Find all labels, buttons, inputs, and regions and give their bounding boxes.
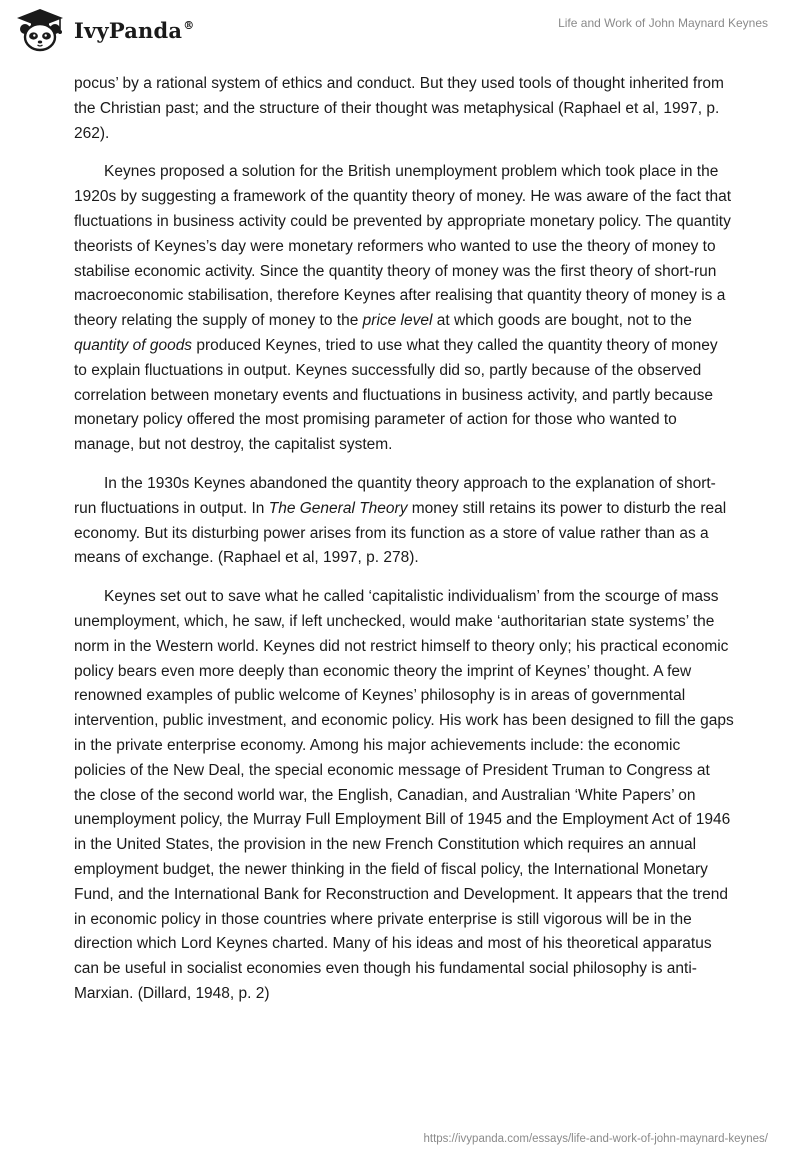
italic-term: quantity of goods [74, 336, 193, 354]
paragraph-text: produced Keynes, tried to use what they called the quantity theory of money to explain fluctuations in output. Keynes successfully did so, partly because of the observed correlation between monetary events and fluctuations in business activity, and partly because monetary policy offered the most promising parameter of action for those who wanted to manage, but not destroy, the capitalist system. [74, 336, 718, 454]
paragraph-1 [74, 72, 734, 146]
paragraph-text: Keynes proposed a solution for the British unemployment problem which took place in the 1920s by suggesting a framework of the quantity theory of money. He was aware of the fact that fluctuations in business activity could be prevented by appropriate monetary policy. The quantity theorists of Keynes’s day were monetary reformers who wanted to use the theory of money to stabilise economic activity. Since the quantity theory of money was the first theory of short-run macroeconomic stabilisation, therefore Keynes after realising that quantity theory of money is a theory relating the supply of money to the [74, 163, 732, 330]
paragraph-text: Keynes set out to save what he called ‘capitalistic individualism’ from the scourge of mass unemployment, which, he saw, if left unchecked, would make ‘authoritarian state systems’ the norm in the Western world. Keynes did not restrict himself to theory only; his practical economic policy bears even more deeply than economic theory the imprint of Keynes’ thought. A few renowned examples of public welcome of Keynes’ philosophy is in areas of governmental intervention, public investment, and economic policy. His work has been designed to fill the gaps in the private enterprise economy. Among his major achievements include: the economic policies of the New Deal, the special economic message of President Truman to Congress at the close of the second world war, the English, Canadian, and Australian ‘White Papers’ on unemployment policy, the Murray Full Employment Bill of 1945 and the Employment Act of 1946 in the United States, the provision in the new French Constitution which requires an annual employment budget, the newer thinking in the field of fiscal policy, the International Monetary Fund, and the International Bank for Reconstruction and Development. It appears that the trend in economic policy in those countries where private enterprise is still vigorous will be in the direction which Lord Keynes charted. Many of his ideas and most of his theoretical apparatus can be useful in socialist economies even though his fundamental social philosophy is anti-Marxian. (Dillard, 1948, p. 2) [74, 588, 734, 1002]
paragraph-4 [74, 585, 734, 1007]
registered-mark: ® [183, 18, 195, 32]
paragraph-text: In the 1930s Keynes abandoned the quantity theory approach to the explanation of short-run fluctuations in output. In [74, 474, 716, 517]
panda-mascot-icon [14, 7, 66, 53]
paragraph-3 [74, 472, 734, 571]
paragraph-text: money still retains its power to disturb the real economy. But its disturbing power arises from its function as a store of value rather than as a means of exchange. (Raphael et al, 1997, p. 278). [74, 499, 727, 567]
source-url-link[interactable]: https://ivypanda.com/essays/life-and-work-of-john-maynard-keynes/ [423, 1133, 768, 1145]
logo-wordmark [74, 18, 194, 43]
paragraph-text: pocus’ by a rational system of ethics and conduct. But they used tools of thought inherited from the Christian past; and the structure of their thought was metaphysical (Raphael et al, 1997, p. 262). [74, 75, 724, 142]
italic-term: price level [362, 312, 433, 330]
paragraph-text: at which goods are bought, not to the [432, 312, 692, 330]
logo-text: IvyPanda [74, 17, 183, 43]
paragraph-2 [74, 160, 734, 458]
ivypanda-logo[interactable] [14, 7, 194, 53]
essay-body [74, 72, 734, 1021]
document-title: Life and Work of John Maynard Keynes [558, 16, 768, 30]
page-header [0, 0, 800, 66]
book-title: The General Theory [268, 499, 408, 517]
